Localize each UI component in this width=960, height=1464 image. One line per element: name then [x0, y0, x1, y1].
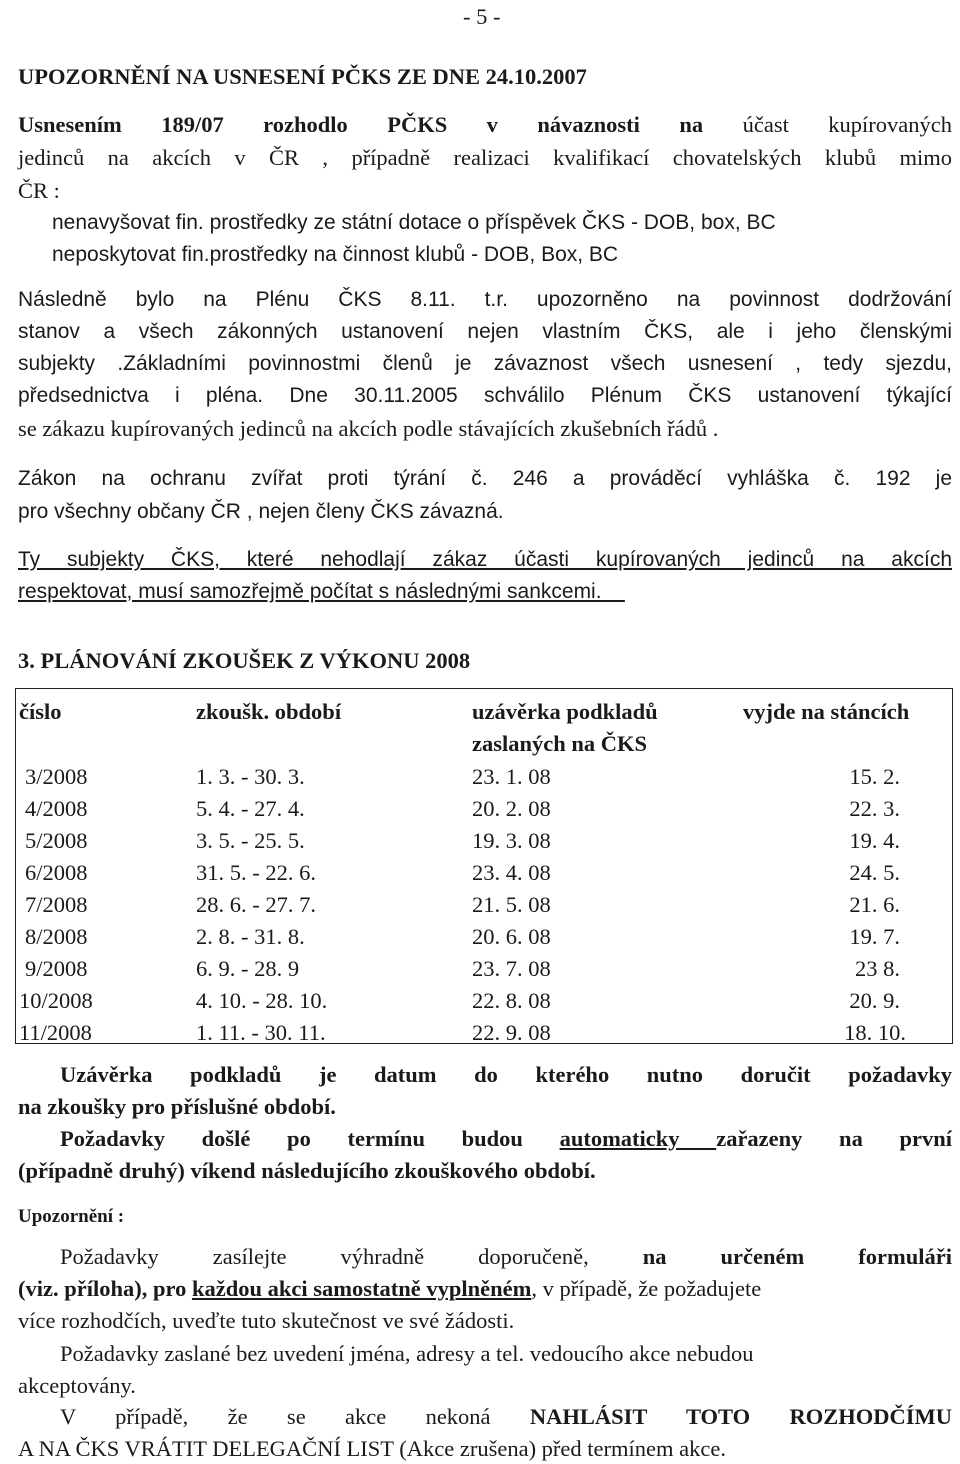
cell-published: 20. 9. [849, 988, 900, 1013]
late-note-line-1: Požadavky došlé po termínu budou automaticky zařazeny na první [60, 1126, 952, 1151]
cell-deadline: 19. 3. 08 [472, 828, 551, 853]
cell-number: 7/2008 [25, 892, 88, 917]
cell-number: 10/2008 [19, 988, 93, 1013]
plenum-line-2: stanov a všech zákonných ustanovení nejen vlastním ČKS, ale i jeho členskými [18, 320, 952, 343]
resolution-item-1: nenavyšovat fin. prostředky ze státní dotace o příspěvek ČKS - DOB, box, BC [52, 211, 776, 234]
header-deadline-2: zaslaných na ČKS [472, 731, 648, 756]
cell-number: 4/2008 [25, 796, 88, 821]
cell-period: 28. 6. - 27. 7. [196, 892, 316, 917]
cell-published: 19. 7. [849, 924, 900, 949]
sanction-line-1: Ty subjekty ČKS, které nehodlají zákaz účasti kupírovaných jedinců na akcích [18, 548, 952, 571]
plenum-line-5: se zákazu kupírovaných jedinců na akcích podle stávajících zkušebních řádů . [18, 416, 719, 441]
cell-deadline: 23. 4. 08 [472, 860, 551, 885]
cell-published: 22. 3. [849, 796, 900, 821]
plenum-line-3: subjekty .Základními povinnostmi členů je závaznost všech usnesení , tedy sjezdu, [18, 352, 952, 375]
cancel-line-2: A NA ČKS VRÁTIT DELEGAČNÍ LIST (Akce zrušena) před termínem akce. [18, 1436, 726, 1461]
header-published: vyjde na stáncích [743, 699, 910, 724]
requests-line-1: Požadavky zasílejte výhradně doporučeně, na určeném formuláři [60, 1244, 952, 1269]
cell-deadline: 22. 9. 08 [472, 1020, 551, 1045]
resolution-normal: účast kupírovaných [703, 112, 953, 137]
cell-period: 4. 10. - 28. 10. [196, 988, 328, 1013]
section-title: 3. PLÁNOVÁNÍ ZKOUŠEK Z VÝKONU 2008 [18, 648, 471, 673]
cell-deadline: 23. 7. 08 [472, 956, 551, 981]
cell-number: 9/2008 [25, 956, 88, 981]
page-number: - 5 - [463, 4, 501, 29]
cell-number: 8/2008 [25, 924, 88, 949]
incomplete-line-2: akceptovány. [18, 1373, 136, 1398]
cell-number: 3/2008 [25, 764, 88, 789]
cell-published: 18. 10. [844, 1020, 906, 1045]
cell-number: 6/2008 [25, 860, 88, 885]
sanction-line-2: respektovat, musí samozřejmě počítat s následnými sankcemi. [18, 580, 602, 603]
cell-period: 31. 5. - 22. 6. [196, 860, 316, 885]
cell-period: 5. 4. - 27. 4. [196, 796, 305, 821]
resolution-line-1 [18, 112, 952, 138]
notice-title: UPOZORNĚNÍ NA USNESENÍ PČKS ZE DNE 24.10.2007 [18, 64, 587, 89]
resolution-line-2: jedinců na akcích v ČR , případně realizaci kvalifikací chovatelských klubů mimo [18, 145, 952, 170]
automaticky-underlined: automaticky [559, 1126, 717, 1151]
resolution-item-2: neposkytovat fin.prostředky na činnost klubů - DOB, Box, BC [52, 243, 619, 266]
cell-number: 5/2008 [25, 828, 88, 853]
header-period: zkoušk. období [196, 699, 342, 724]
cell-deadline: 20. 2. 08 [472, 796, 551, 821]
exam-schedule-table [15, 688, 953, 1044]
resolution-line-3: ČR : [18, 178, 60, 203]
cell-number: 11/2008 [19, 1020, 92, 1045]
each-action-underlined: každou akci samostatně vyplněném [191, 1276, 532, 1301]
cell-deadline: 23. 1. 08 [472, 764, 551, 789]
cell-deadline: 20. 6. 08 [472, 924, 551, 949]
cell-deadline: 21. 5. 08 [472, 892, 551, 917]
plenum-line-4: předsednictva i pléna. Dne 30.11.2005 schválilo Plénum ČKS ustanovení týkající [18, 384, 952, 407]
law-line-2: pro všechny občany ČR , nejen členy ČKS závazná. [18, 500, 504, 523]
cell-period: 6. 9. - 28. 9 [196, 956, 300, 981]
resolution-bold: Usnesením 189/07 rozhodlo PČKS v návaznosti na [18, 112, 704, 137]
cell-period: 3. 5. - 25. 5. [196, 828, 305, 853]
deadline-note-line-1: Uzávěrka podkladů je datum do kterého nutno doručit požadavky [60, 1062, 952, 1087]
cell-period: 1. 3. - 30. 3. [196, 764, 305, 789]
late-note-line-2: (případně druhý) víkend následujícího zkouškového období. [18, 1158, 596, 1183]
incomplete-line-1: Požadavky zaslané bez uvedení jména, adresy a tel. vedoucího akce nebudou [60, 1341, 754, 1366]
cell-published: 21. 6. [849, 892, 900, 917]
warning-label: Upozornění : [18, 1206, 125, 1227]
header-number: číslo [19, 699, 62, 724]
cell-published: 15. 2. [849, 764, 900, 789]
cell-period: 1. 11. - 30. 11. [196, 1020, 326, 1045]
header-deadline: uzávěrka podkladů [472, 699, 658, 724]
cell-period: 2. 8. - 31. 8. [196, 924, 305, 949]
requests-line-3: více rozhodčích, uveďte tuto skutečnost ve své žádosti. [18, 1308, 515, 1333]
cell-published: 23 8. [855, 956, 900, 981]
cell-deadline: 22. 8. 08 [472, 988, 551, 1013]
cell-published: 19. 4. [849, 828, 900, 853]
requests-line-2: (viz. příloha), pro každou akci samostatně vyplněném, v případě, že požadujete [18, 1276, 762, 1301]
cell-published: 24. 5. [849, 860, 900, 885]
law-line-1: Zákon na ochranu zvířat proti týrání č. 246 a prováděcí vyhláška č. 192 je [18, 467, 952, 490]
plenum-line-1: Následně bylo na Plénu ČKS 8.11. t.r. upozorněno na povinnost dodržování [18, 288, 952, 311]
deadline-note-line-2: na zkoušky pro příslušné období. [18, 1094, 336, 1119]
cancel-line-1: V případě, že se akce nekoná NAHLÁSIT TOTO ROZHODČÍMU [60, 1404, 952, 1429]
